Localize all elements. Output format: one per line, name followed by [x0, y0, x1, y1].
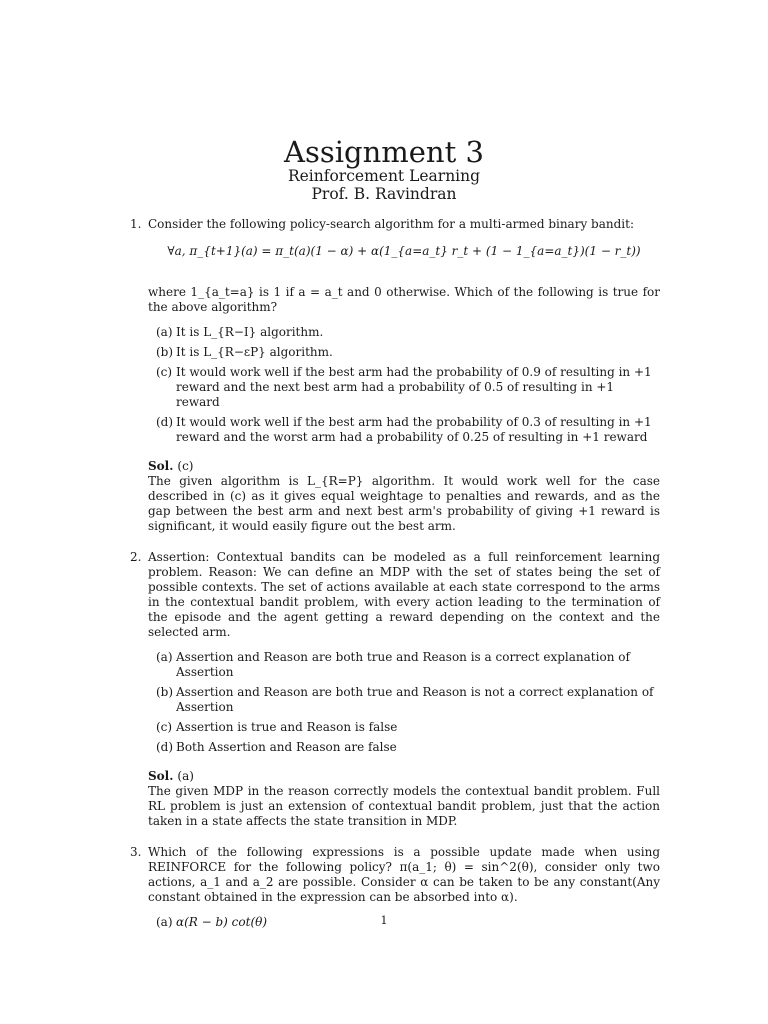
option-text: It is L_{R−εP} algorithm. — [176, 345, 333, 359]
solution-answer: (a) — [177, 769, 194, 783]
option-a — [148, 650, 660, 680]
solution-text: The given MDP in the reason correctly models the contextual bandit problem. Full RL problem is just an extension of contextual bandit problem, just that the action taken in a state affects the state transition in MDP. — [148, 784, 660, 828]
option-list — [148, 650, 660, 755]
option-text: It would work well if the best arm had the probability of 0.3 of resulting in +1 reward and the worst arm had a probability of 0.25 of resulting in +1 reward — [176, 415, 652, 444]
option-c — [148, 365, 660, 410]
solution-answer: (c) — [177, 459, 194, 473]
option-text: Assertion and Reason are both true and Reason is a correct explanation of Assertion — [176, 650, 630, 679]
option-d — [148, 415, 660, 445]
question-stem: Which of the following expressions is a possible update made when using REINFORCE for the following policy? π(a_1; θ) = sin^2(θ), consider only two actions, a_1 and a_2 are possible. Consider α can be taken to be any constant(Any constant obtained in the expression can be absorbed into α). — [148, 845, 660, 904]
solution — [148, 769, 660, 829]
equation: ∀a, π_{t+1}(a) = π_t(a)(1 − α) + α(1_{a=a_t} r_t + (1 − 1_{a=a_t})(1 − r_t)) — [167, 244, 641, 258]
option-d — [148, 740, 660, 755]
question-stem: Assertion: Contextual bandits can be modeled as a full reinforcement learning problem. Reason: We can define an MDP with the set of states being the set of possible contexts. The set of actions available at each state correspond to the arms in the contextual bandit problem, with every action leading to the termination of the episode and the agent getting a reward depending on the context and the selected arm. — [148, 550, 660, 639]
option-a — [148, 325, 660, 340]
question-stem: Consider the following policy-search algorithm for a multi-armed binary bandit: — [148, 217, 634, 231]
option-label: (a) — [156, 650, 173, 664]
option-label: (b) — [156, 345, 174, 359]
page-number: 1 — [380, 914, 388, 927]
course-name: Reinforcement Learning — [287, 167, 481, 185]
question-number: 3. — [130, 845, 142, 859]
option-list — [148, 325, 660, 445]
option-label: (c) — [156, 720, 173, 734]
option-text: Both Assertion and Reason are false — [176, 740, 397, 754]
solution-text: The given algorithm is L_{R=P} algorithm. It would work well for the case described in (c) as it gives equal weightage to penalties and rewards, and as the gap between the best arm and next best arm's probability of giving +1 reward is significant, it would easily figure out the best arm. — [148, 474, 660, 533]
option-label: (a) — [156, 325, 173, 339]
option-text: Assertion and Reason are both true and Reason is not a correct explanation of Assertion — [176, 685, 654, 714]
option-text: α(R − b) cot(θ) — [176, 915, 268, 929]
option-text: Assertion is true and Reason is false — [176, 720, 398, 734]
question-2 — [130, 550, 660, 829]
option-text: It is L_{R−I} algorithm. — [176, 325, 324, 339]
solution-label: Sol. — [148, 769, 174, 783]
option-text: It would work well if the best arm had the probability of 0.9 of resulting in +1 reward and the next best arm had a probability of 0.5 of resulting in +1 reward — [176, 365, 652, 409]
question-number: 2. — [130, 550, 142, 564]
option-label: (a) — [156, 915, 173, 929]
subtitle-block — [0, 167, 768, 203]
option-b — [148, 345, 660, 360]
question-number: 1. — [130, 217, 142, 231]
question-followup: where 1_{a_t=a} is 1 if a = a_t and 0 otherwise. Which of the following is true for the above algorithm? — [148, 285, 660, 314]
page-title: Assignment 3 — [284, 135, 484, 169]
solution-label: Sol. — [148, 459, 174, 473]
option-label: (b) — [156, 685, 174, 699]
questions-list — [130, 217, 660, 946]
instructor-name: Prof. B. Ravindran — [311, 185, 457, 203]
option-label: (c) — [156, 365, 173, 379]
option-c — [148, 720, 660, 735]
solution — [148, 459, 660, 534]
question-1 — [130, 217, 660, 534]
option-b — [148, 685, 660, 715]
option-label: (d) — [156, 740, 174, 754]
option-label: (d) — [156, 415, 174, 429]
